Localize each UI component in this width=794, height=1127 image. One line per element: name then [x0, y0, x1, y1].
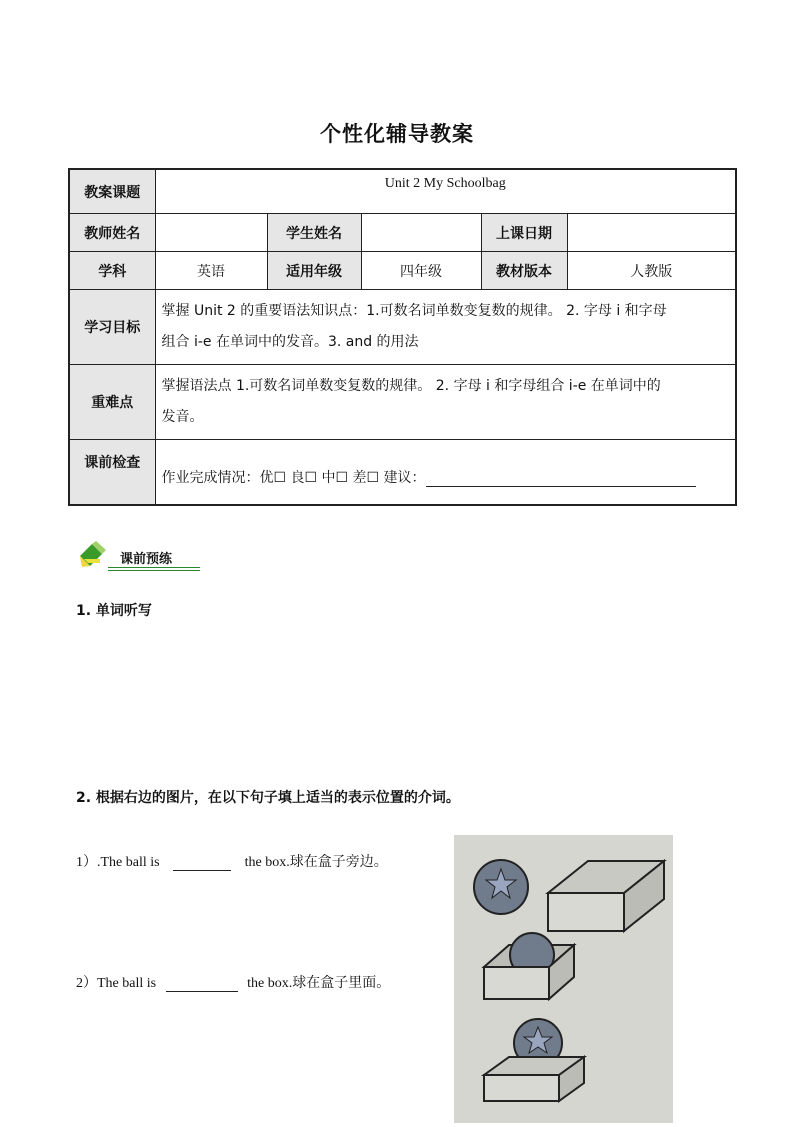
- subject-label: 学科: [69, 252, 155, 290]
- suggestion-blank[interactable]: [426, 472, 696, 487]
- sentence-1: [76, 851, 388, 871]
- section-underline-2: [108, 570, 200, 571]
- answer-blank-1[interactable]: [173, 856, 231, 871]
- lesson-plan-table: [68, 168, 737, 506]
- question-2: 2. 根据右边的图片，在以下句子填上适当的表示位置的介词。: [76, 790, 460, 806]
- student-name-field[interactable]: [361, 214, 481, 252]
- class-date-field[interactable]: [567, 214, 736, 252]
- precheck-cell: [155, 440, 736, 506]
- edition-label: 教材版本: [481, 252, 567, 290]
- subject-value: 英语: [155, 252, 267, 290]
- pencil-icon: [78, 540, 112, 570]
- teacher-name-field[interactable]: [155, 214, 267, 252]
- goal-label: 学习目标: [69, 290, 155, 365]
- teacher-name-label: 教师姓名: [69, 214, 155, 252]
- sentence-2-end: the box.球在盒子里面。: [247, 976, 391, 991]
- goal-line-2: 组合 i-e 在单词中的发音。3. and 的用法: [161, 334, 419, 350]
- ball-box-illustration: [454, 835, 673, 1123]
- page-title: 个性化辅导教案: [320, 122, 474, 146]
- key-line-1: 掌握语法点 1.可数名词单数变复数的规律。 2. 字母 i 和字母组合 i-e 在单词中的: [161, 378, 661, 394]
- topic-label: 教案课题: [69, 169, 155, 214]
- sentence-1-start: 1）.The ball is: [76, 855, 164, 870]
- key-points-label: 重难点: [69, 365, 155, 440]
- section-title: 课前预练: [120, 552, 173, 567]
- grade-label: 适用年级: [267, 252, 361, 290]
- class-date-label: 上课日期: [481, 214, 567, 252]
- position-picture: [454, 835, 673, 1123]
- grade-value: 四年级: [361, 252, 481, 290]
- section-header: [78, 538, 200, 572]
- goal-line-1: 掌握 Unit 2 的重要语法知识点：1.可数名词单数变复数的规律。 2. 字母 i 和字母: [161, 303, 667, 319]
- student-name-label: 学生姓名: [267, 214, 361, 252]
- goal-text: [155, 290, 736, 365]
- sentence-1-end: the box.球在盒子旁边。: [244, 855, 388, 870]
- sentence-2: [76, 972, 390, 992]
- precheck-label: 课前检查: [69, 440, 155, 506]
- section-underline: [108, 567, 200, 568]
- topic-value: Unit 2 My Schoolbag: [155, 169, 736, 214]
- ball-beside-icon: [474, 860, 528, 914]
- key-points-text: [155, 365, 736, 440]
- key-line-2: 发音。: [161, 409, 204, 425]
- precheck-text: 作业完成情况：优☐ 良☐ 中☐ 差☐ 建议：: [161, 470, 426, 486]
- edition-value: 人教版: [567, 252, 736, 290]
- answer-blank-2[interactable]: [166, 977, 238, 992]
- sentence-2-start: 2）The ball is: [76, 976, 160, 991]
- question-1: 1. 单词听写: [76, 603, 152, 619]
